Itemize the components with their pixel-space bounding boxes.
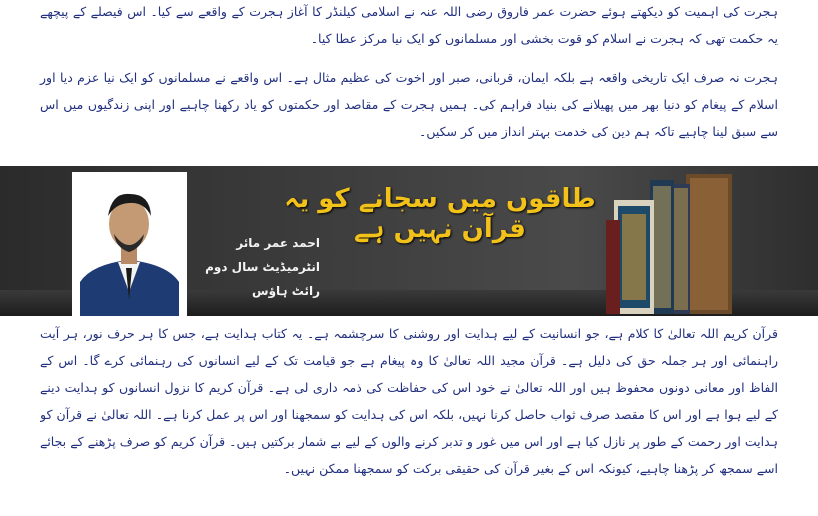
author-photo <box>72 172 187 316</box>
author-class: انٹرمیڈیٹ سال دوم <box>205 260 320 274</box>
author-name: احمد عمر مائر <box>236 236 320 250</box>
author-portrait-icon <box>72 172 187 316</box>
banner-title: طاقوں میں سجانے کو یہ قرآن نہیں ہے <box>284 184 596 244</box>
article-paragraph-bottom: قرآن کریم اللہ تعالیٰ کا کلام ہے، جو انسانیت کے لیے ہدایت اور روشنی کا سرچشمہ ہے۔ یہ کتاب ہدایت ہے، جس کا ہر حرف نور، ہر آیت راہنمائی اور ہر جملہ حق کی دلیل ہے۔ قرآن مجید اللہ تعالیٰ کا وہ پیغام ہے جو قیامت تک کے لیے انسانوں کی رہنمائی کرے گا۔ اس کے الفاظ اور معانی دونوں محفوظ ہیں اور اللہ تعالیٰ نے خود اس کی حفاظت کی ذمہ داری لی ہے۔ قرآن کریم کا نزول انسانوں کو ہدایت دینے کے لیے ہوا ہے اور اس کا مقصد صرف ثواب حاصل کرنا نہیں، بلکہ اس کی ہدایت کو سمجھنا اور اس پر عمل کرنا ہے۔ اللہ تعالیٰ نے قرآن کو ہدایت اور رحمت کے طور پر نازل کیا ہے اور اس میں غور و تدبر کرنے والوں کے لیے بے شمار برکتیں ہیں۔ قرآن کریم کو صرف پڑھنے کے بجائے اسے سمجھ کر پڑھنا چاہیے، کیونکہ اس کے بغیر قرآن کی حقیقی برکت کو سمجھنا ممکن نہیں۔ <box>40 326 778 476</box>
author-house: رائٹ ہاؤس <box>252 284 320 298</box>
article-paragraph-mid: ہجرت نہ صرف ایک تاریخی واقعہ ہے بلکہ ایمان، قربانی، صبر اور اخوت کی عظیم مثال ہے۔ اس واقعے نے مسلمانوں کو ایک نیا عزم دیا اور اسلام کے پیغام کو دنیا بھر میں پھیلانے کی بنیاد فراہم کی۔ ہمیں ہجرت کے مقاصد اور حکمتوں کو یاد رکھنا چاہیے اور اپنی زندگیوں میں اس سے سبق لینا چاہیے تاکہ ہم دین کی خدمت بہتر انداز میں کر سکیں۔ <box>40 70 778 139</box>
quran-books-image <box>606 170 736 316</box>
article-paragraph-top: ہجرت کی اہمیت کو دیکھتے ہوئے حضرت عمر فاروق رضی اللہ عنہ نے اسلامی کیلنڈر کا آغاز ہجرت کے واقعے سے کیا۔ اس فیصلے کے پیچھے یہ حکمت تھی کہ ہجرت نے اسلام کو قوت بخشی اور مسلمانوں کو ایک نیا مرکز عطا کیا۔ <box>40 4 778 46</box>
